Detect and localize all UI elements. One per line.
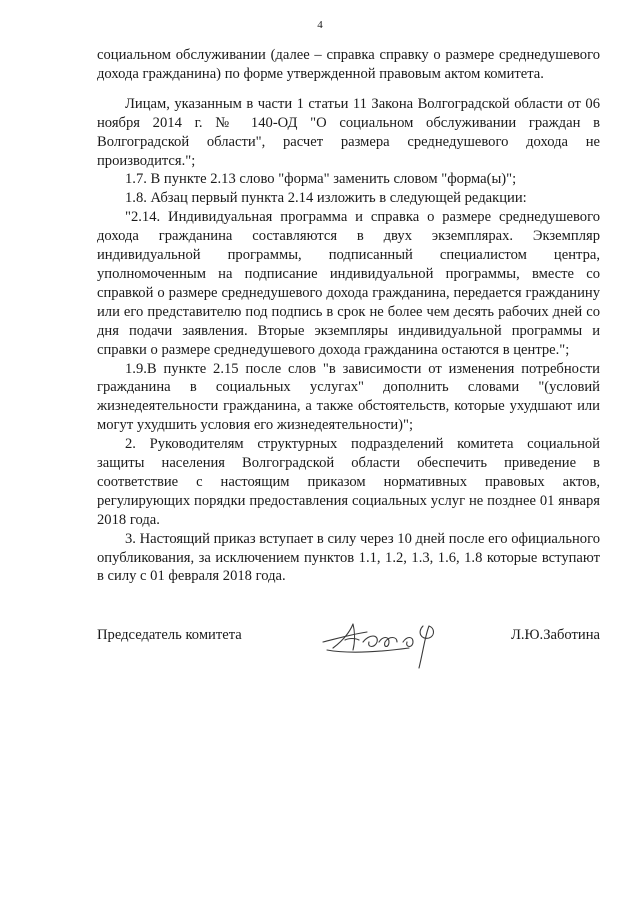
paragraph-exemption: Лицам, указанным в части 1 статьи 11 Закона Волгоградской области от 06 ноября 2014 г. № 140-ОД "О социальном обслуживании граждан в Волгоградской области", расчет размера среднедушевого дохода не производится."; — [97, 95, 600, 169]
handwritten-signature — [319, 612, 469, 670]
signatory-title: Председатель комитета — [97, 627, 242, 643]
paragraph-continuation: социальном обслуживании (далее – справка справку о размере среднедушевого дохода гражданина) по форме утвержденной правовым актом комитета. — [97, 47, 600, 82]
page-number: 4 — [317, 19, 323, 31]
paragraph-1-7: 1.7. В пункте 2.13 слово "форма" заменить словом "форма(ы)"; — [125, 171, 517, 188]
paragraph-2-14-quote: "2.14. Индивидуальная программа и справка о размере среднедушевого дохода гражданина составляются в двух экземплярах. Экземпляр индивидуальной программы, подписанный специалистом центра, уполномоченным на подписание индивидуальной программы, вместе со справкой о размере среднедушевого дохода гражданина, передается гражданину или его представителю под подпись в срок не более чем десять рабочих дней со дня подачи заявления. Вторые экземпляры индивидуальной программы и справки о размере среднедушевого дохода гражданина остаются в центре."; — [97, 209, 600, 358]
paragraph-1-9: 1.9.В пункте 2.15 после слов "в зависимости от изменения потребности гражданина в социальных услугах" дополнить словами "(условий жизнедеятельности гражданина, а также обстоятельств, которые ухудшают или могут ухудшить условия его жизнедеятельности)"; — [97, 360, 600, 434]
document-body — [97, 46, 600, 586]
paragraph-item-2: 2. Руководителям структурных подразделений комитета социальной защиты населения Волгоградской области обеспечить приведение в соответствие с настоящим приказом нормативных правовых актов, регулирующих порядки предоставления социальных услуг не позднее 01 января 2018 года. — [97, 436, 600, 528]
signatory-name: Л.Ю.Заботина — [511, 627, 600, 643]
paragraph-1-8: 1.8. Абзац первый пункта 2.14 изложить в следующей редакции: — [125, 190, 527, 207]
paragraph-item-3: 3. Настоящий приказ вступает в силу через 10 дней после его официального опубликования, за исключением пунктов 1.1, 1.2, 1.3, 1.6, 1.8 которые вступают в силу с 01 февраля 2018 года. — [97, 530, 600, 585]
signature-block — [97, 612, 600, 672]
